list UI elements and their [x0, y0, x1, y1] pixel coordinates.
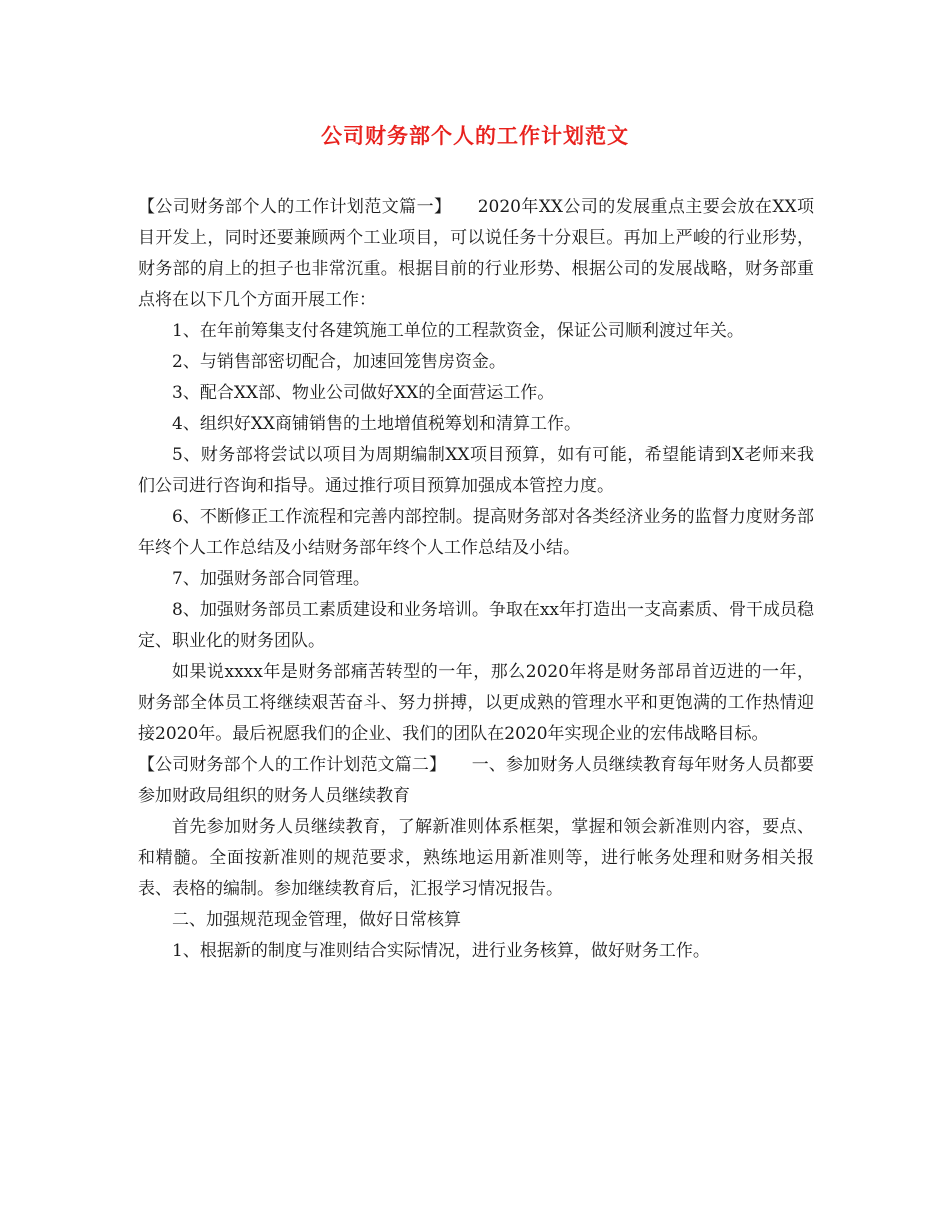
paragraph-item-1: 1、在年前筹集支付各建筑施工单位的工程款资金，保证公司顺利渡过年关。 [172, 321, 744, 341]
document-title: 公司财务部个人的工作计划范文 [321, 123, 629, 148]
paragraph-item-7: 7、加强财务部合同管理。 [172, 569, 370, 589]
paragraph-item-8: 8、加强财务部员工素质建设和业务培训。争取在xx年打造出一支高素质、骨干成员稳定、职业化的财务团队。 [138, 600, 814, 651]
paragraph-item-3: 3、配合XX部、物业公司做好XX的全面营运工作。 [172, 383, 555, 403]
paragraph-section-two-intro: 【公司财务部个人的工作计划范文篇二】 一、参加财务人员继续教育每年财务人员都要参加财政局组织的财务人员继续教育 [138, 755, 814, 806]
paragraph-item-5: 5、财务部将尝试以项目为周期编制XX项目预算，如有可能，希望能请到X老师来我们公司进行咨询和指导。通过推行项目预算加强成本管控力度。 [138, 445, 814, 496]
document-body [138, 192, 814, 967]
paragraph-item-2: 2、与销售部密切配合，加速回笼售房资金。 [172, 352, 506, 372]
paragraph-conclusion: 如果说xxxx年是财务部痛苦转型的一年，那么2020年将是财务部昂首迈进的一年，财务部全体员工将继续艰苦奋斗、努力拼搏，以更成熟的管理水平和更饱满的工作热情迎接2020年。最后祝愿我们的企业、我们的团队在2020年实现企业的宏伟战略目标。 [138, 662, 814, 744]
paragraph-item-6: 6、不断修正工作流程和完善内部控制。提高财务部对各类经济业务的监督力度财务部年终个人工作总结及小结财务部年终个人工作总结及小结。 [138, 507, 814, 558]
paragraph-section-one-intro: 【公司财务部个人的工作计划范文篇一】 2020年XX公司的发展重点主要会放在XX项目开发上，同时还要兼顾两个工业项目，可以说任务十分艰巨。再加上严峻的行业形势，财务部的肩上的担子也非常沉重。根据目前的行业形势、根据公司的发展战略，财务部重点将在以下几个方面开展工作： [138, 197, 814, 310]
paragraph-continuing-education: 首先参加财务人员继续教育，了解新准则体系框架，掌握和领会新准则内容，要点、和精髓。全面按新准则的规范要求，熟练地运用新准则等，进行帐务处理和财务相关报表、表格的编制。参加继续教育后，汇报学习情况报告。 [138, 817, 814, 899]
paragraph-heading-cash-management: 二、加强规范现金管理，做好日常核算 [172, 910, 461, 930]
paragraph-item-4: 4、组织好XX商铺销售的土地增值税筹划和清算工作。 [172, 414, 582, 434]
paragraph-cash-item-1: 1、根据新的制度与准则结合实际情况，进行业务核算，做好财务工作。 [172, 941, 710, 961]
